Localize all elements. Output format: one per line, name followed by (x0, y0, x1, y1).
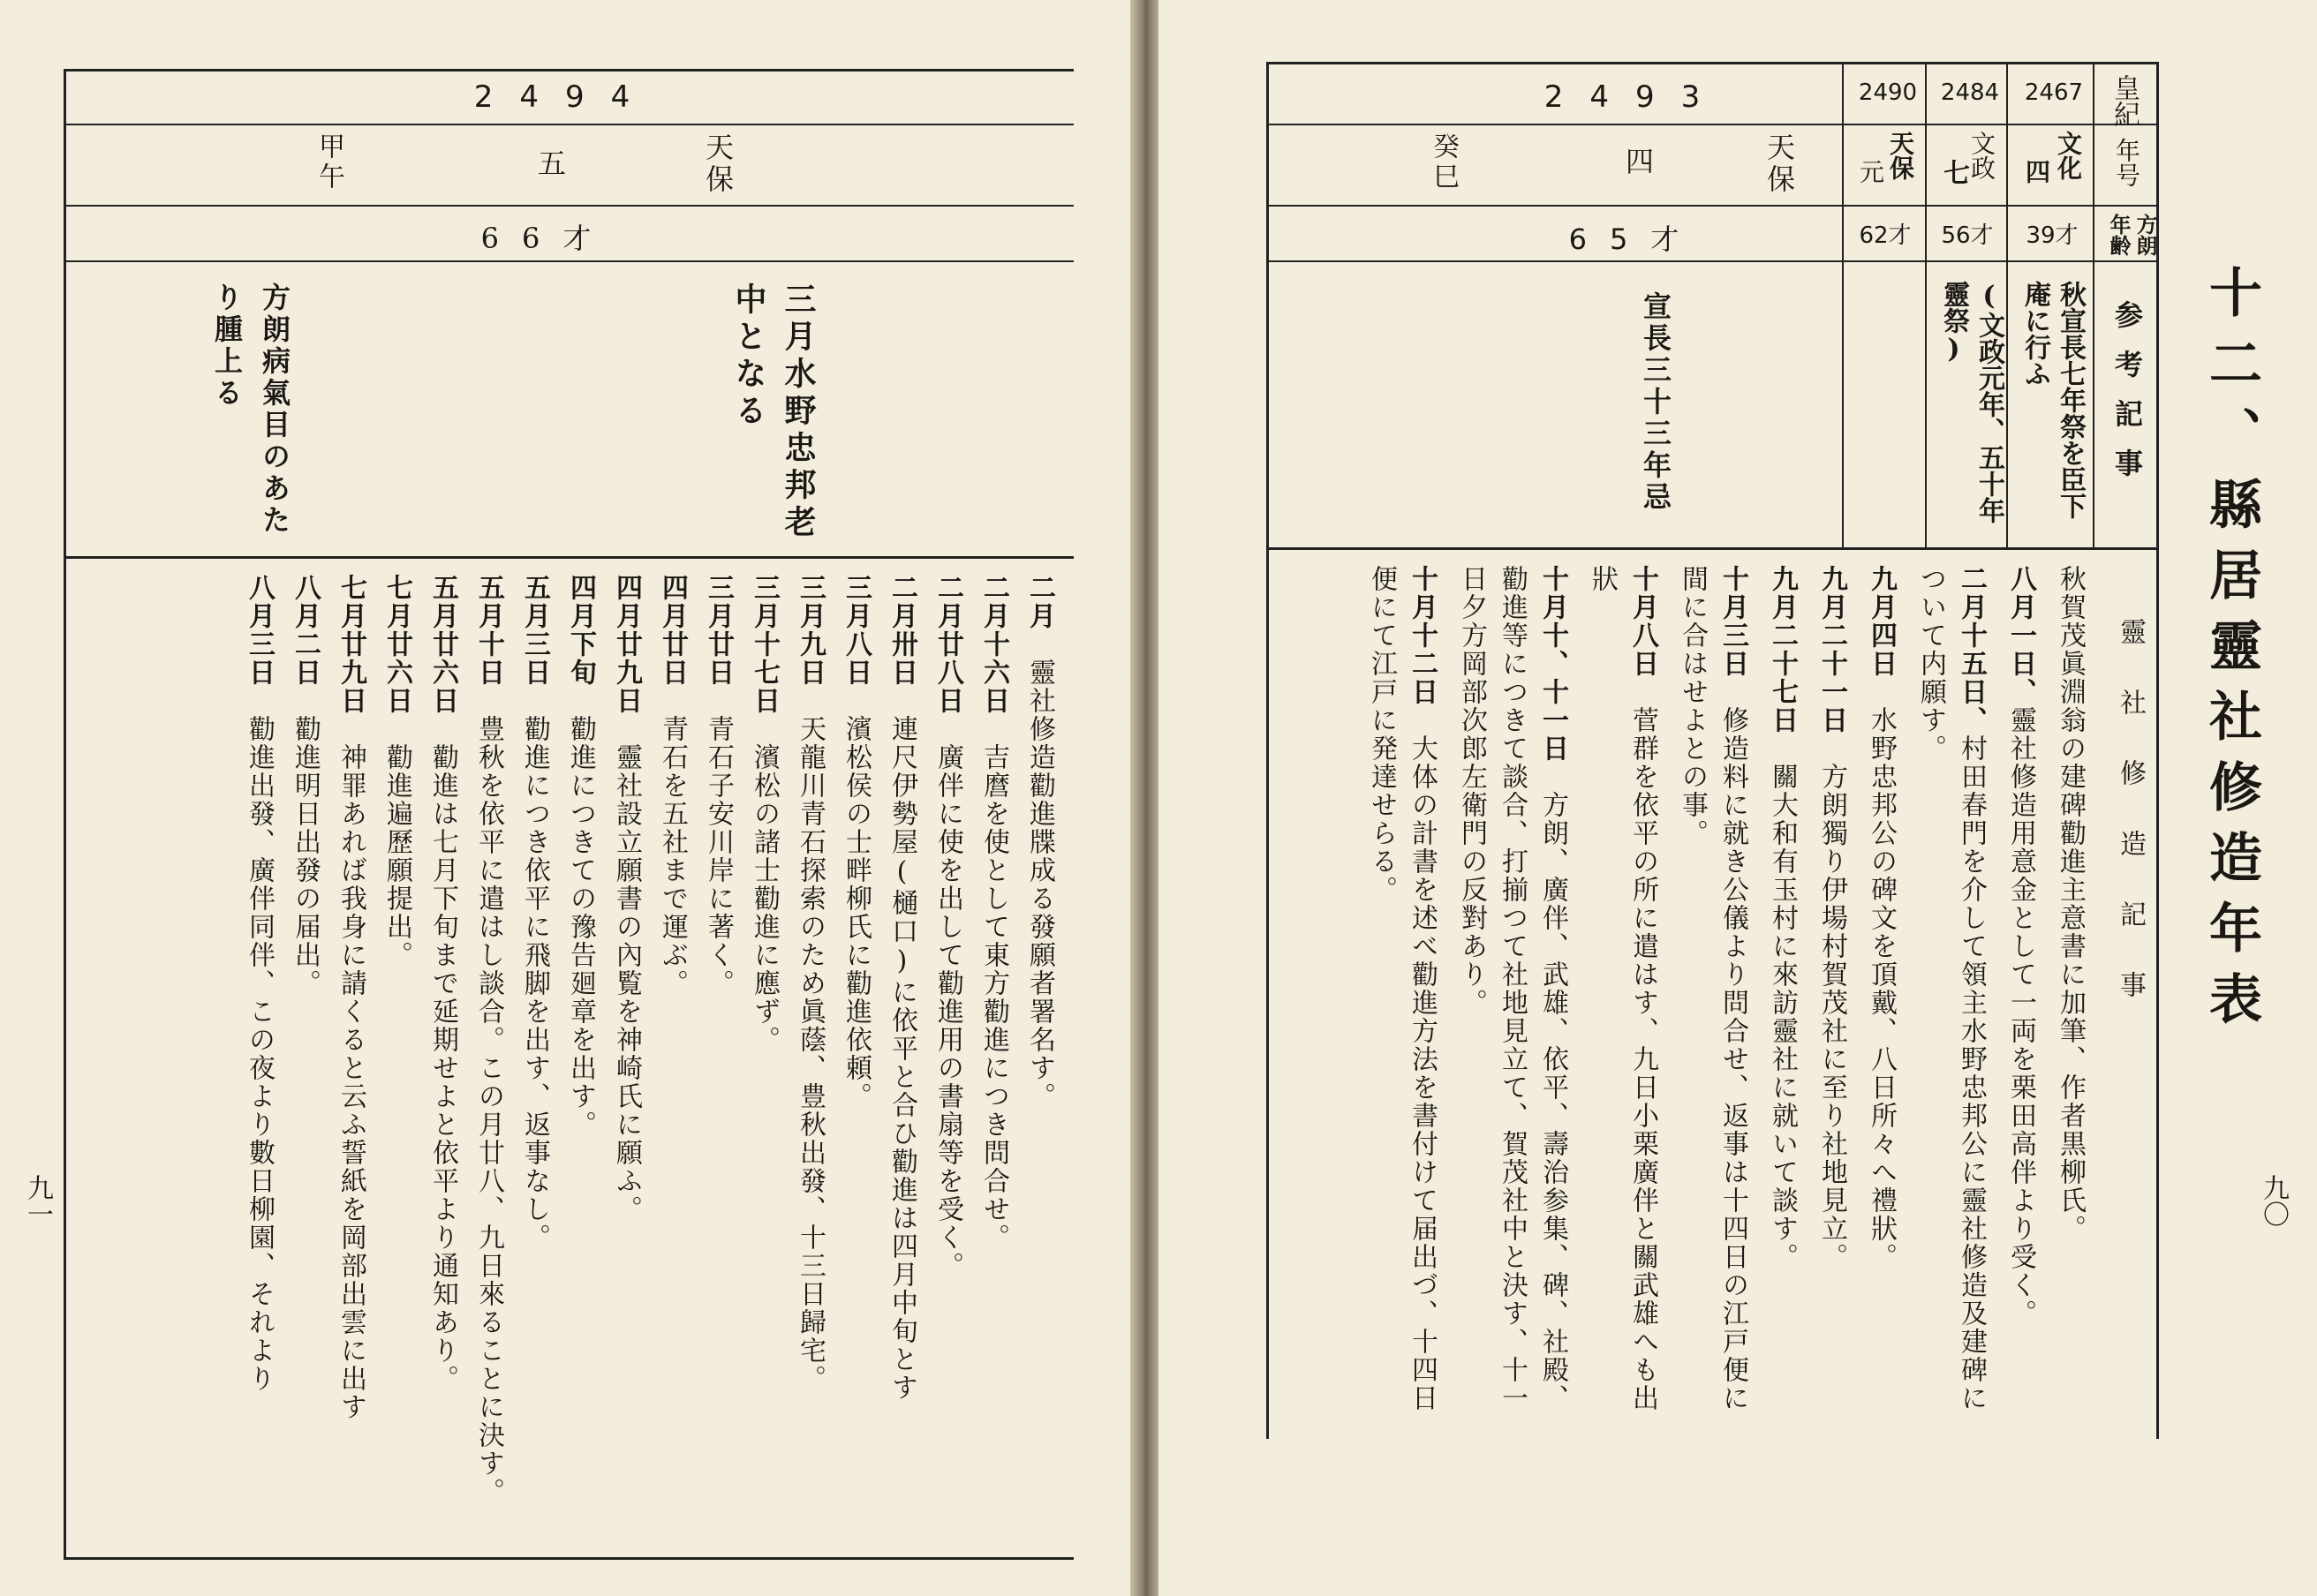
age: 66才 (480, 222, 615, 255)
label-notes: 参考記事 (2110, 300, 2144, 498)
era-name: 天保 (701, 132, 735, 196)
row-divider-age (1266, 260, 2158, 262)
entry: 二月卅日 連尺伊勢屋(樋口)に依平と合ひ勸進は四月中旬とす (887, 574, 917, 1402)
kanshi: 甲午 (313, 132, 344, 192)
row-divider-koki (1266, 124, 2158, 125)
year-7: 七 (1938, 159, 1969, 185)
age-39: 39才 (2026, 222, 2079, 249)
book-gutter (1130, 0, 1158, 1596)
kanshi: 癸巳 (1428, 132, 1459, 192)
entry: 二月廿八日 廣伴に使を出して勸進用の書扇等を受く。 (932, 574, 963, 1280)
page-number-left: 九一 (22, 1174, 53, 1227)
label-koki: 皇紀 (2109, 74, 2140, 127)
col-divider (2006, 62, 2008, 547)
entry: 十月三日 修造料に就き公儀より問合せ、返事は十四日の江戸便に間に合はせよとの事。 (1677, 565, 1748, 1412)
row-divider-era (64, 205, 1074, 207)
entry: 秋賀茂眞淵翁の建碑勸進主意書に加筆、作者黒柳氏。 (2055, 565, 2086, 1243)
table-top-border (64, 69, 1074, 72)
table-left-edge (1266, 62, 1269, 1439)
age-65: 65才 (1568, 222, 1702, 256)
label-age: 方朗年齢 (2106, 214, 2158, 256)
note-mizuno: 三月水野忠邦老中となる (730, 282, 817, 542)
entry: 二月十六日 吉麿を使として東方勸進につき問合せ。 (978, 574, 1009, 1252)
koki-2493: 2493 (1543, 79, 1727, 115)
koki-2484: 2484 (1940, 79, 2000, 106)
year-1: 元 (1856, 159, 1885, 184)
entry: 十月十二日 大体の計書を述べ勸進方法を書付けて届出づ、十四日便にて江戸に発達せらる。 (1366, 565, 1438, 1412)
koki-2467: 2467 (2024, 79, 2084, 106)
row-divider-notes (64, 556, 1074, 559)
era-bunsei: 文政 (1967, 131, 1996, 180)
entry: 三月十七日 濱松の諸士勸進に應ず。 (749, 574, 780, 1054)
year-4: 四 (2022, 159, 2051, 184)
col-divider (1925, 62, 1927, 547)
entry: 五月廿六日 勸進は七月下旬まで延期せよと依平より通知あり。 (427, 574, 458, 1393)
label-year: 年号 (2112, 138, 2141, 187)
row-divider-era (1266, 205, 2158, 207)
col-divider (2093, 62, 2094, 547)
left-page (0, 0, 1130, 1596)
section-label: 靈社修造記事 (2115, 618, 2146, 1042)
entry: 八月二日 勸進明日出發の届出。 (290, 574, 321, 998)
note-1833: 宣長三十三年忌 (1639, 291, 1672, 514)
row-divider-age (64, 260, 1074, 262)
entry: 四月廿日 青石を五社まで運ぶ。 (657, 574, 688, 998)
note-illness: 方朗病氣目のあたり腫上る (210, 282, 291, 537)
koki-year: 2494 (473, 79, 657, 115)
left-entries (79, 574, 1060, 1545)
koki-2490: 2490 (1858, 79, 1918, 106)
col-divider (1842, 62, 1844, 547)
note-1824: (文政元年、五十年靈祭) (1938, 281, 2004, 523)
table-right-border (2156, 62, 2159, 1439)
entry: 三月九日 天龍川青石探索のため眞蔭、豊秋出發、十三日歸宅。 (795, 574, 826, 1393)
table-bottom-border (64, 1557, 1074, 1560)
era-year: 五 (533, 148, 567, 177)
row-divider-notes (1266, 547, 2158, 550)
entry: 四月廿九日 靈社設立願書の內覧を神崎氏に願ふ。 (611, 574, 642, 1223)
age-62: 62才 (1859, 222, 1912, 249)
entry: 四月下旬 勸進につきての豫告廻章を出す。 (565, 574, 596, 1139)
entry: 九月二十一日 方朗獨り伊場村賀茂社に至り社地見立。 (1816, 565, 1847, 1271)
year-4b: 四 (1621, 147, 1655, 175)
entry: 三月八日 濱松侯の士畔柳氏に勸進依頼。 (841, 574, 872, 1110)
page-number-right: 九〇 (2258, 1174, 2289, 1227)
entry: 九月四日 水野忠邦公の碑文を頂戴、八日所々へ禮狀。 (1866, 565, 1897, 1271)
right-entries (1278, 565, 2090, 1430)
entry: 八月三日 勸進出發、廣伴同伴、この夜より數日柳園、それより (244, 574, 275, 1393)
era-tenpo: 天保 (1886, 131, 1915, 180)
entry: 八月一日、靈社修造用意金として一両を栗田高伴より受く。 (2005, 565, 2036, 1328)
table-top-border (1266, 62, 2158, 64)
entry: 九月二十七日 關大和有玉村に來訪靈社に就いて談す。 (1767, 565, 1798, 1271)
note-1807: 秋宣長七年祭を臣下庵に行ふ (2019, 281, 2086, 519)
entry: 五月三日 勸進につき依平に飛脚を出す、返事なし。 (519, 574, 550, 1252)
age-56: 56才 (1941, 222, 1994, 249)
entry: 二月十五日、村田春門を介して領主水野忠邦公に靈社修造及建碑について内願す。 (1915, 565, 1987, 1412)
page-title: 十二、縣居靈社修造年表 (2200, 265, 2262, 1042)
entry: 十月十、十一日 方朗、廣伴、武雄、依平、壽治参集、碑、社殿、勸進等につきて談合、打揃つて社地見立て、賀茂社中と決す、十一日夕方岡部次郎左衛門の反對あり。 (1456, 565, 1568, 1412)
entry: 五月十日 豊秋を依平に遣はし談合。この月廿八、九日來ることに決す。 (473, 574, 504, 1506)
table-left-border (64, 69, 66, 1559)
entry: 三月廿日 青石子安川岸に著く。 (703, 574, 734, 998)
entry: 七月廿六日 勸進遍歷願提出。 (381, 574, 412, 969)
right-page (1158, 0, 2317, 1596)
row-divider-koki (64, 124, 1074, 125)
entry: 十月八日 菅群を依平の所に遣はす、九日小栗廣伴と關武雄へも出狀 (1587, 565, 1658, 1412)
entry: 二月 靈社修造勸進牒成る發願者署名す。 (1024, 574, 1055, 1110)
era-tenpo-4: 天保 (1762, 132, 1796, 196)
entry: 七月廿九日 神罪あれば我身に請くると云ふ誓紙を岡部出雲に出す (336, 574, 366, 1421)
era-bunka: 文化 (2054, 131, 2083, 180)
